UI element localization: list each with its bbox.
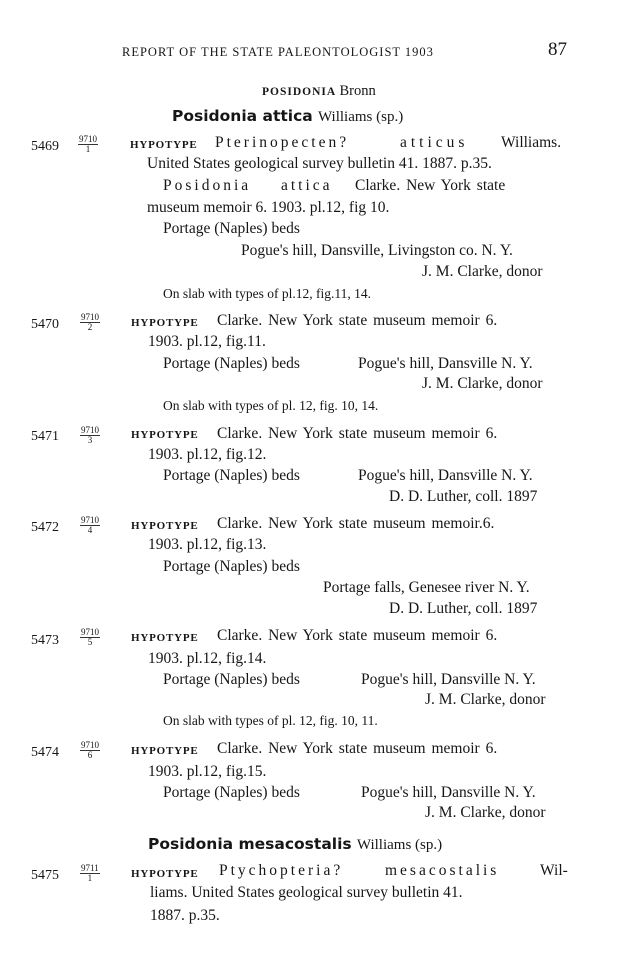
catalog-fraction [80,516,100,535]
fraction-bottom: 1 [85,144,91,154]
beds: Portage (Naples) beds [163,467,300,484]
fraction-bottom: 5 [87,637,93,647]
citation-line-2: 1903. pl.12, fig.11. [148,333,266,350]
beds: Portage (Naples) beds [163,784,300,801]
fraction-bottom: 4 [87,525,93,535]
citation-line-2: 1903. pl.12, fig.13. [148,536,267,553]
taxon-epithet: atticus [400,134,469,151]
species-author-1: Williams (sp.) [317,109,404,125]
beds: Portage (Naples) beds [163,558,300,575]
locality: Pogue's hill, Dansville, Livingston co. N. Y. [241,242,513,259]
citation-line: Clarke. New York state museum memoir 6. [217,740,498,757]
taxon-epithet-2: attica [281,177,333,194]
species-author-2: Williams (sp.) [356,837,443,853]
taxon-name-2: Posidonia [163,177,252,194]
locality: Portage falls, Genesee river N. Y. [323,579,530,596]
genus-heading [262,84,376,99]
hypotype-label: HYPOTYPE [130,139,198,151]
taxon-author: Williams. [501,134,562,151]
hypotype-label: HYPOTYPE [131,520,199,532]
fraction-top: 9710 [81,312,99,322]
genus-author: Bronn [339,83,376,99]
hypotype-label: HYPOTYPE [131,429,199,441]
note: On slab with types of pl. 12, fig. 10, 11. [163,713,378,728]
catalog-fraction [80,741,100,760]
hypotype-label: HYPOTYPE [131,868,199,880]
taxon-epithet: mesacostalis [385,862,500,879]
running-header: REPORT OF THE STATE PALEONTOLOGIST 1903 [122,45,434,59]
beds: Portage (Naples) beds [163,355,300,372]
citation-line: Clarke. New York state museum memoir 6. [217,627,498,644]
catalog-fraction [80,864,100,883]
fraction-top: 9710 [81,515,99,525]
citation-author: Clarke. New York state [355,177,506,194]
donor: J. M. Clarke, donor [422,375,543,392]
taxon-name: Ptychopteria? [219,862,344,879]
fraction-bottom: 6 [87,750,93,760]
donor: J. M. Clarke, donor [422,263,543,280]
locality: Pogue's hill, Dansville N. Y. [361,671,536,688]
species-heading-1 [172,108,403,125]
page-number: 87 [548,39,567,60]
fraction-top: 9710 [81,740,99,750]
citation-line: liams. United States geological survey bulletin 41. [150,884,463,901]
hypotype-label: HYPOTYPE [131,632,199,644]
beds: Portage (Naples) beds [163,671,300,688]
catalog-fraction [78,135,98,154]
entry-number: 5469 [31,139,59,154]
citation-line-2: museum memoir 6. 1903. pl.12, fig 10. [147,199,390,216]
citation-line: Clarke. New York state museum memoir 6. [217,425,498,442]
entry-number: 5471 [31,429,59,444]
taxon-author: Wil- [540,862,568,879]
citation-line-2: 1903. pl.12, fig.14. [148,650,267,667]
catalog-fraction [80,426,100,445]
entry-number: 5470 [31,317,59,332]
species-heading-2 [148,836,442,853]
citation-line: Clarke. New York state museum memoir 6. [217,312,498,329]
citation-line-2: 1903. pl.12, fig.12. [148,446,267,463]
species-name-1: Posidonia attica [172,107,313,125]
donor: J. M. Clarke, donor [425,804,546,821]
entry-number: 5474 [31,745,59,760]
fraction-top: 9710 [81,425,99,435]
citation-line: Clarke. New York state museum memoir.6. [217,515,495,532]
genus-name: POSIDONIA [262,86,337,98]
fraction-top: 9710 [81,627,99,637]
locality: Pogue's hill, Dansville N. Y. [358,467,533,484]
hypotype-label: HYPOTYPE [131,317,199,329]
locality: Pogue's hill, Dansville N. Y. [358,355,533,372]
note: On slab with types of pl.12, fig.11, 14. [163,286,371,301]
donor: D. D. Luther, coll. 1897 [389,488,538,505]
note: On slab with types of pl. 12, fig. 10, 14. [163,398,379,413]
taxon-name: Pterinopecten? [215,134,350,151]
beds: Portage (Naples) beds [163,220,300,237]
entry-number: 5473 [31,633,59,648]
catalog-fraction [80,313,100,332]
entry-number: 5472 [31,520,59,535]
hypotype-label: HYPOTYPE [131,745,199,757]
fraction-bottom: 2 [87,322,93,332]
fraction-top: 9711 [81,863,99,873]
fraction-top: 9710 [79,134,97,144]
donor: J. M. Clarke, donor [425,691,546,708]
fraction-bottom: 3 [87,435,93,445]
donor: D. D. Luther, coll. 1897 [389,600,538,617]
citation-line-2: 1887. p.35. [150,907,220,924]
citation-line-2: 1903. pl.12, fig.15. [148,763,267,780]
locality: Pogue's hill, Dansville N. Y. [361,784,536,801]
entry-number: 5475 [31,868,59,883]
citation-line: United States geological survey bulletin 41. 1887. p.35. [147,155,492,172]
catalog-fraction [80,628,100,647]
species-name-2: Posidonia mesacostalis [148,835,352,853]
fraction-bottom: 1 [87,873,93,883]
